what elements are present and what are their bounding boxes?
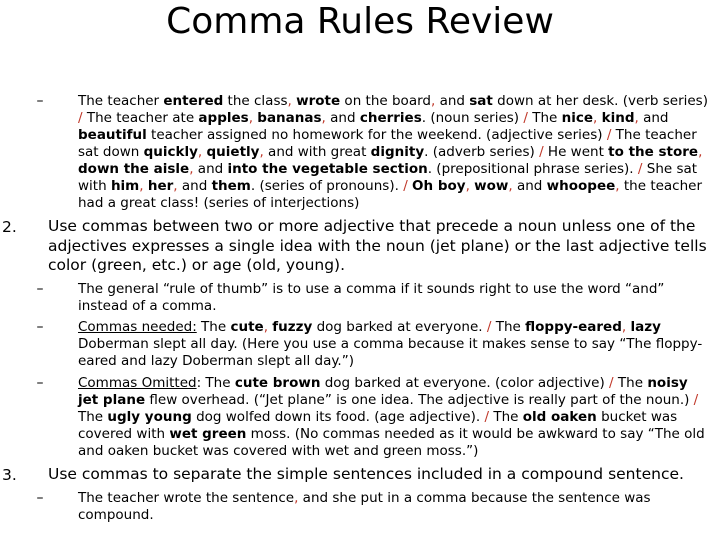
- bullet-dash: –: [36, 375, 44, 391]
- text-run: beautiful: [78, 127, 147, 143]
- text-run: The general “rule of thumb” is to use a comma if it sounds right to use the word “and” instead of a comma.: [78, 281, 665, 314]
- bullet-dash: –: [36, 490, 44, 506]
- rule3-number: 3.: [2, 466, 17, 484]
- text-run: cute: [230, 319, 264, 335]
- text-run: The teacher wrote the sentence: [78, 490, 295, 506]
- text-run: and she put in a comma because the sentence was compound.: [78, 490, 651, 523]
- text-run: and: [177, 178, 212, 194]
- rule3-text: Use commas to separate the simple sentences included in a compound sentence.: [48, 465, 684, 483]
- rule2-text: Use commas between two or more adjective that precede a noun unless one of the adjectives expresses a single idea with the noun (jet plane) or the last adjective tells color (green, etc.) or age (old, young).: [48, 217, 707, 274]
- text-run: /: [609, 375, 614, 391]
- text-run: teacher assigned no homework for the weekend. (adjective series): [146, 127, 607, 143]
- text-run: He went: [543, 144, 609, 160]
- text-run: dog barked at everyone.: [312, 319, 487, 335]
- text-run: wrote: [296, 93, 341, 109]
- text-run: ,: [139, 178, 144, 194]
- text-run: moss. (No commas needed as it would be awkward to say “The old and oaken bucket was covered with wet and green moss.”): [78, 426, 705, 459]
- text-run: The: [491, 319, 526, 335]
- text-run: ugly young: [107, 409, 192, 425]
- text-run: The teacher sat down: [78, 127, 697, 160]
- rule1-examples: [78, 93, 710, 212]
- text-run: ,: [634, 110, 639, 126]
- text-run: Oh boy: [412, 178, 466, 194]
- text-run: dog barked at everyone. (color adjective): [320, 375, 610, 391]
- text-run: Commas Omitted: [78, 375, 197, 391]
- text-run: nice: [561, 110, 594, 126]
- text-run: ,: [248, 110, 253, 126]
- text-run: The: [527, 110, 562, 126]
- text-run: old oaken: [522, 409, 597, 425]
- text-run: /: [693, 392, 699, 408]
- rule2-number: 2.: [2, 218, 17, 236]
- rule2-rule-of-thumb: [78, 281, 710, 315]
- text-run: ,: [615, 178, 620, 194]
- text-run: . (noun series): [421, 110, 524, 126]
- text-run: dog wolfed down its food. (age adjective).: [191, 409, 485, 425]
- text-run: The: [489, 409, 523, 425]
- text-run: flew overhead. (“Jet plane” is one idea. The adjective is really part of the noun.): [145, 392, 694, 408]
- text-run: kind: [601, 110, 635, 126]
- text-run: /: [606, 127, 612, 143]
- text-run: ,: [593, 110, 598, 126]
- text-run: and: [435, 93, 470, 109]
- text-run: and: [638, 110, 669, 126]
- text-run: ,: [197, 144, 203, 160]
- text-run: /: [486, 319, 492, 335]
- text-run: /: [484, 409, 490, 425]
- rule2-commas-needed: [78, 319, 710, 370]
- text-run: : The: [196, 375, 235, 391]
- text-run: cute brown: [234, 375, 321, 391]
- text-run: sat: [469, 93, 493, 109]
- text-run: the class: [223, 93, 288, 109]
- text-run: ,: [465, 178, 470, 194]
- text-run: the teacher had a great class! (series of interjections): [78, 178, 703, 211]
- text-run: The: [613, 375, 648, 391]
- text-run: ,: [173, 178, 178, 194]
- text-run: apples: [198, 110, 249, 126]
- text-run: ,: [263, 319, 268, 335]
- text-run: lazy: [630, 319, 661, 335]
- text-run: The teacher ate: [82, 110, 199, 126]
- text-run: dignity: [370, 144, 425, 160]
- text-run: whoopee: [546, 178, 616, 194]
- text-run: cherries: [359, 110, 422, 126]
- text-run: Doberman slept all day. (Here you use a comma because it makes sense to say “The floppy-eared and lazy Doberman slept all day.”): [78, 336, 703, 369]
- rule2-commas-omitted: [78, 375, 710, 460]
- text-run: . (prepositional phrase series).: [427, 161, 638, 177]
- text-run: entered: [163, 93, 224, 109]
- text-run: The teacher: [78, 93, 164, 109]
- bullet-dash: –: [36, 281, 44, 297]
- text-run: wow: [474, 178, 509, 194]
- page-title: Comma Rules Review: [166, 1, 554, 42]
- text-run: ,: [321, 110, 326, 126]
- text-run: down the aisle: [78, 161, 190, 177]
- text-run: quietly: [206, 144, 260, 160]
- text-run: ,: [621, 319, 627, 335]
- text-run: . (adverb series): [424, 144, 540, 160]
- text-run: /: [523, 110, 528, 126]
- text-run: into the vegetable section: [227, 161, 428, 177]
- text-run: and with great: [263, 144, 371, 160]
- text-run: ,: [430, 93, 436, 109]
- text-run: /: [539, 144, 544, 160]
- text-run: ,: [287, 93, 292, 109]
- text-run: Commas needed:: [78, 319, 197, 335]
- text-run: and: [193, 161, 228, 177]
- text-run: The: [196, 319, 231, 335]
- text-run: ,: [294, 490, 299, 506]
- text-run: her: [147, 178, 174, 194]
- text-run: The: [78, 409, 108, 425]
- text-run: to the store: [608, 144, 699, 160]
- text-run: bananas: [257, 110, 322, 126]
- text-run: quickly: [143, 144, 198, 160]
- bullet-dash: –: [36, 93, 44, 109]
- text-run: ,: [189, 161, 194, 177]
- text-run: /: [78, 110, 83, 126]
- text-run: /: [403, 178, 408, 194]
- text-run: . (series of pronouns).: [250, 178, 404, 194]
- text-run: floppy-eared: [525, 319, 622, 335]
- rule3-example: [78, 490, 710, 524]
- text-run: noisy jet plane: [78, 375, 688, 408]
- text-run: ,: [698, 144, 703, 160]
- text-run: them: [211, 178, 251, 194]
- text-run: ,: [508, 178, 513, 194]
- text-run: him: [110, 178, 140, 194]
- text-run: fuzzy: [272, 319, 313, 335]
- text-run: and: [512, 178, 547, 194]
- text-run: /: [637, 161, 643, 177]
- text-run: on the board: [340, 93, 431, 109]
- text-run: She sat with: [78, 161, 698, 194]
- text-run: and: [325, 110, 360, 126]
- text-run: wet green: [169, 426, 247, 442]
- text-run: ,: [259, 144, 264, 160]
- text-run: bucket was covered with: [78, 409, 678, 442]
- bullet-dash: –: [36, 319, 44, 335]
- text-run: down at her desk. (verb series): [492, 93, 708, 109]
